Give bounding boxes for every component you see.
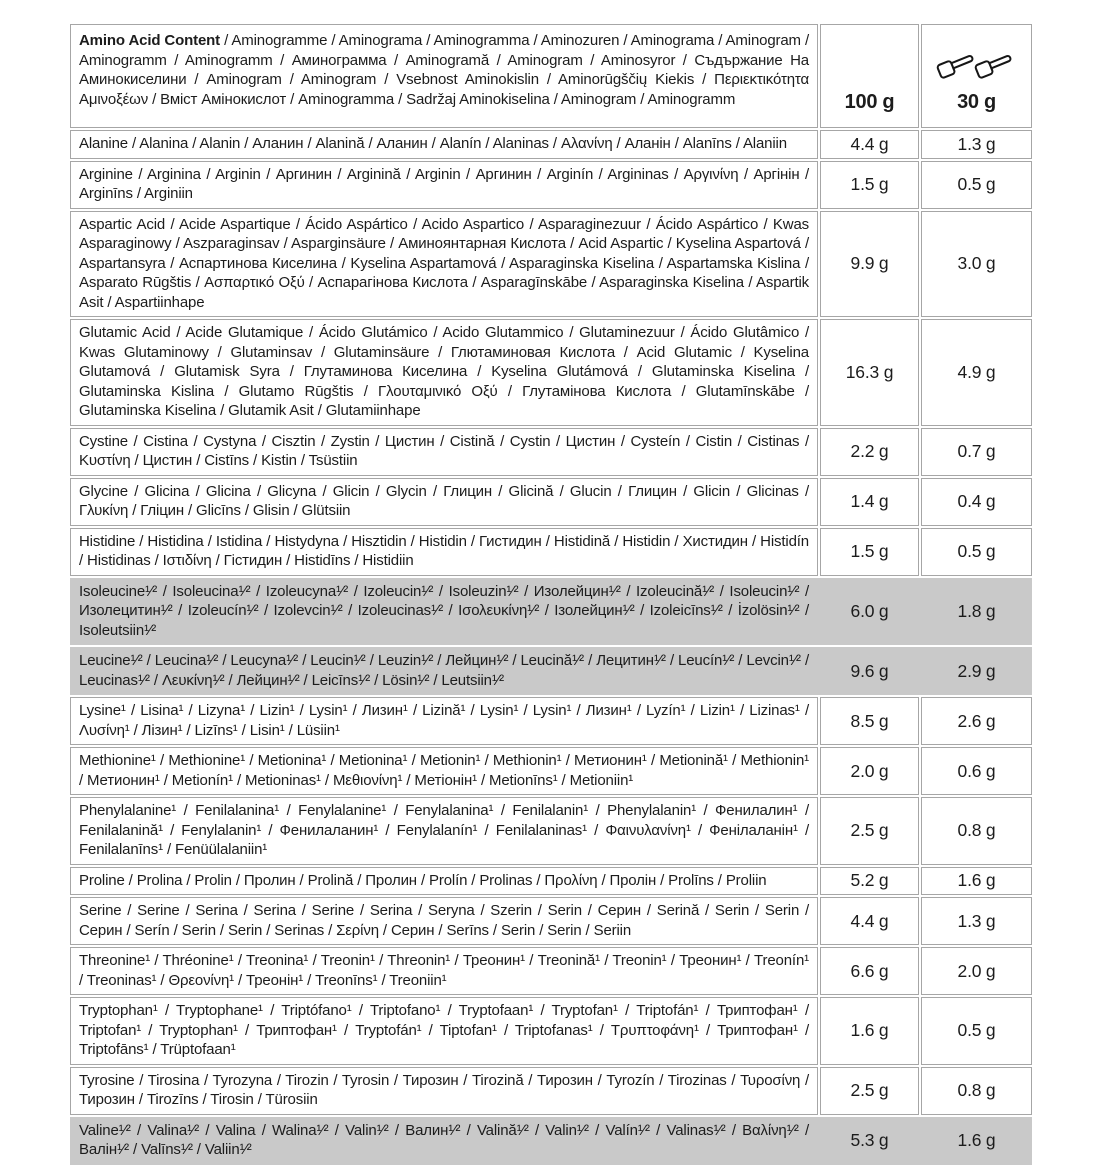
- value-per-100g: 1.5 g: [820, 528, 919, 576]
- value-per-30g: 3.0 g: [921, 211, 1032, 318]
- value-per-30g: 0.7 g: [921, 428, 1032, 476]
- amino-acid-names: Histidine / Histidina / Istidina / Histydyna / Hisztidin / Histidin / Гистидин / Histidină / Histidin / Хистидин / Histidín / Histidinas / Ιστιδίνη / Гістидин / Histidīns / Histidiin: [70, 528, 818, 576]
- value-per-100g: 5.2 g: [820, 867, 919, 896]
- amino-acid-names: Tryptophan¹ / Tryptophane¹ / Triptófano¹ / Triptofano¹ / Tryptofaan¹ / Tryptofan¹ / Triptofán¹ / Триптофан¹ / Triptofan¹ / Tryptophan¹ / Триптофан¹ / Tryptofán¹ / Tiptofan¹ / Triptofanas¹ / Τρυπτοφάνη¹ / Триптофан¹ / Triptofāns¹ / Trüptofaan¹: [70, 997, 818, 1065]
- amino-acid-row: [70, 428, 1032, 476]
- value-per-100g: 2.5 g: [820, 797, 919, 865]
- amino-acid-names: Isoleucine¹⁄² / Isoleucina¹⁄² / Izoleucyna¹⁄² / Izoleucin¹⁄² / Isoleuzin¹⁄² / Изолейцин¹⁄² / Izoleucină¹⁄² / Isoleucin¹⁄² / Изолецитин¹⁄² / Izoleucín¹⁄² / Izolevcin¹⁄² / Izoleucinas¹⁄² / Ισολευκίνη¹⁄² / Ізолейцин¹⁄² / Izoleicīns¹⁄² / İzolösin¹⁄² / Isoleutsiin¹⁄²: [79, 582, 809, 639]
- amino-acid-names: Arginine / Arginina / Arginin / Аргинин / Arginină / Arginin / Аргинин / Arginín / Argininas / Αργινίνη / Аргінін / Arginīns / Arginiin: [70, 161, 818, 209]
- amino-acid-row: [70, 478, 1032, 526]
- amino-acid-row: [70, 578, 1032, 646]
- column-header-100g-label: 100 g: [844, 91, 895, 113]
- amino-acid-names: Valine¹⁄² / Valina¹⁄² / Valina / Walina¹⁄² / Valin¹⁄² / Валин¹⁄² / Valină¹⁄² / Valin¹⁄² / Valín¹⁄² / Valinas¹⁄² / Βαλίνη¹⁄² / Валін¹⁄² / Valīns¹⁄² / Valiin¹⁄²: [79, 1121, 809, 1158]
- value-per-100g: 6.0 g: [850, 600, 889, 621]
- value-per-30g: 1.8 g: [957, 600, 996, 621]
- amino-acid-names: Aspartic Acid / Acide Aspartique / Ácido Aspártico / Acido Aspartico / Asparaginezuur / Ácido Aspártico / Kwas Asparaginowy / Aszparaginsav / Asparginsäure / Аминоянтарная Кислота / Acid Aspartic / Kyselina Aspartová / Aspartansyra / Аспартинова Киселина / Kyselina Aspartamová / Asparaginska Kiselina / Aspartamska Kislina / Asparato Rūgštis / Ασπαρτικό Οξύ / Аспарагінова Кислота / Asparagīnskābe / Asparaginska Kiselina / Aspartik Asit / Aspartiinhape: [70, 211, 818, 318]
- table-title: [70, 24, 818, 128]
- amino-acid-names: Methionine¹ / Methionine¹ / Metionina¹ / Metionina¹ / Metionin¹ / Methionin¹ / Метионин¹ / Metionină¹ / Methionin¹ / Метионин¹ / Metionín¹ / Metioninas¹ / Μεθιονίνη¹ / Метіонін¹ / Metionīns¹ / Metioniin¹: [70, 747, 818, 795]
- amino-acid-row: [70, 747, 1032, 795]
- value-per-30g: 0.8 g: [921, 1067, 1032, 1115]
- value-per-30g: 0.4 g: [921, 478, 1032, 526]
- amino-acid-row: [70, 130, 1032, 159]
- amino-acid-row: [70, 947, 1032, 995]
- value-per-100g: 1.6 g: [820, 997, 919, 1065]
- amino-acid-names: Serine / Serine / Serina / Serina / Serine / Serina / Seryna / Szerin / Serin / Серин / Serină / Serin / Serin / Серин / Serín / Serin / Serin / Serinas / Σερίνη / Серин / Serīns / Serin / Serin / Seriin: [70, 897, 818, 945]
- value-per-100g: 2.5 g: [820, 1067, 919, 1115]
- amino-acid-names: Lysine¹ / Lisina¹ / Lizyna¹ / Lizin¹ / Lysin¹ / Лизин¹ / Lizină¹ / Lysin¹ / Lysin¹ / Лизин¹ / Lyzín¹ / Lizin¹ / Lizinas¹ / Λυσίνη¹ / Лізин¹ / Lizīns¹ / Lisin¹ / Lüsiin¹: [70, 697, 818, 745]
- value-per-30g: 1.6 g: [957, 1130, 996, 1150]
- value-per-30g: 0.5 g: [921, 161, 1032, 209]
- amino-acid-row: [70, 1117, 1032, 1165]
- amino-acid-names: Cystine / Cistina / Cystyna / Cisztin / Zystin / Цистин / Cistină / Cystin / Цистин / Cysteín / Cistin / Cistinas / Κυστίνη / Цистин / Cistīns / Kistin / Tsüstiin: [70, 428, 818, 476]
- amino-acid-row: [70, 161, 1032, 209]
- value-per-30g: 2.9 g: [957, 660, 996, 681]
- column-header-30g: [921, 24, 1032, 128]
- value-per-100g: 9.9 g: [820, 211, 919, 318]
- amino-acid-names: Glutamic Acid / Acide Glutamique / Ácido Glutámico / Acido Glutammico / Glutaminezuur / Ácido Glutâmico / Kwas Glutaminowy / Glutaminsav / Glutaminsäure / Глютаминовая Кислота / Acid Glutamic / Kyselina Glutamová / Glutamisk Syra / Глутаминова Киселина / Kyselina Glutámová / Glutaminska Kiselina / Glutaminska Kislina / Glutamo Rūgštis / Γλουταμινικό Οξύ / Глутамінова Кислота / Glutamīnskābe / Glutaminska Kiselina / Glutamik Asit / Glutamiinhape: [70, 319, 818, 426]
- value-per-30g: 2.0 g: [921, 947, 1032, 995]
- value-per-30g: 2.6 g: [921, 697, 1032, 745]
- amino-acid-row: [70, 867, 1032, 896]
- table-title-bold: Amino Acid Content: [79, 32, 221, 49]
- amino-acid-table: [70, 24, 1032, 1165]
- value-per-100g: 6.6 g: [820, 947, 919, 995]
- amino-acid-row: [70, 528, 1032, 576]
- value-per-100g: 4.4 g: [820, 130, 919, 159]
- value-per-100g: 8.5 g: [820, 697, 919, 745]
- amino-acid-names: Tyrosine / Tirosina / Tyrozyna / Tirozin / Tyrosin / Тирозин / Tirozină / Тирозин / Tyrozín / Tirozinas / Τυροσίνη / Тирозин / Tirozīns / Tirosin / Türosiin: [70, 1067, 818, 1115]
- amino-acid-names: Alanine / Alanina / Alanin / Аланин / Alanină / Аланин / Alanín / Alaninas / Αλανίνη / Аланін / Alanīns / Alaniin: [70, 130, 818, 159]
- value-per-30g: 0.5 g: [921, 997, 1032, 1065]
- value-per-30g: 1.3 g: [921, 130, 1032, 159]
- value-per-100g: 5.3 g: [850, 1130, 889, 1150]
- column-header-100g: [820, 24, 919, 128]
- table-header-row: [70, 24, 1032, 128]
- value-per-30g: 0.8 g: [921, 797, 1032, 865]
- scoop-icon: [973, 47, 1019, 81]
- value-per-100g: 2.0 g: [820, 747, 919, 795]
- value-per-30g: 0.5 g: [921, 528, 1032, 576]
- amino-acid-names: Phenylalanine¹ / Fenilalanina¹ / Fenylalanine¹ / Fenylalanina¹ / Fenilalanin¹ / Phenylalanin¹ / Фенилалин¹ / Fenilalanină¹ / Fenylalanin¹ / Фенилаланин¹ / Fenylalanín¹ / Fenilalaninas¹ / Φαινυλανίνη¹ / Фенілаланін¹ / Fenilalanīns¹ / Fenüülalaniin¹: [70, 797, 818, 865]
- value-per-30g: 1.6 g: [921, 867, 1032, 896]
- scoop-icons: [935, 47, 1019, 81]
- value-per-100g: 1.4 g: [820, 478, 919, 526]
- value-per-100g: 1.5 g: [820, 161, 919, 209]
- value-per-30g: 1.3 g: [921, 897, 1032, 945]
- value-per-100g: 2.2 g: [820, 428, 919, 476]
- amino-acid-row: [70, 319, 1032, 426]
- table-title-translations: / Aminogramme / Aminograma / Aminogramma / Aminozuren / Aminograma / Aminogram / Aminogramm / Aminogramm / Аминограмма / Aminogramă / Aminogram / Aminosyror / Съдържание На Аминокиселини / Aminogram / Aminogram / Vsebnost Aminokislin / Aminorūgščių Kiekis / Περιεκτικότητα Αμινοξέων / Вміст Амінокислот / Aminogramma / Sadržaj Aminokiselina / Aminogram / Aminogramm: [79, 32, 810, 108]
- value-per-30g: 4.9 g: [921, 319, 1032, 426]
- value-per-30g: 0.6 g: [921, 747, 1032, 795]
- amino-acid-row: [70, 697, 1032, 745]
- value-per-100g: 16.3 g: [820, 319, 919, 426]
- amino-acid-names: Leucine¹⁄² / Leucina¹⁄² / Leucyna¹⁄² / Leucin¹⁄² / Leuzin¹⁄² / Лейцин¹⁄² / Leucină¹⁄² / Лецитин¹⁄² / Leucín¹⁄² / Levcin¹⁄² / Leucinas¹⁄² / Λευκίνη¹⁄² / Лейцин¹⁄² / Leicīns¹⁄² / Lösin¹⁄² / Leutsiin¹⁄²: [79, 652, 809, 689]
- column-header-30g-label: 30 g: [957, 91, 996, 113]
- amino-acid-row: [70, 1067, 1032, 1115]
- amino-acid-row: [70, 897, 1032, 945]
- amino-acid-row: [70, 211, 1032, 318]
- amino-acid-row: [70, 997, 1032, 1065]
- amino-acid-names: Glycine / Glicina / Glicina / Glicyna / Glicin / Glycin / Глицин / Glicină / Glucin / Глицин / Glicin / Glicinas / Γλυκίνη / Гліцин / Glicīns / Glisin / Glütsiin: [70, 478, 818, 526]
- amino-acid-names: Proline / Prolina / Prolin / Пролин / Prolină / Пролин / Prolín / Prolinas / Προλίνη / Пролін / Prolīns / Proliin: [70, 867, 818, 896]
- value-per-100g: 4.4 g: [820, 897, 919, 945]
- amino-acid-row: [70, 797, 1032, 865]
- amino-acid-names: Threonine¹ / Thréonine¹ / Treonina¹ / Treonin¹ / Threonin¹ / Треонин¹ / Treonină¹ / Treonin¹ / Треонин¹ / Treonín¹ / Treoninas¹ / Θρεονίνη¹ / Треонін¹ / Treonīns¹ / Treoniin¹: [70, 947, 818, 995]
- amino-acid-row: [70, 647, 1032, 695]
- value-per-100g: 9.6 g: [850, 660, 889, 681]
